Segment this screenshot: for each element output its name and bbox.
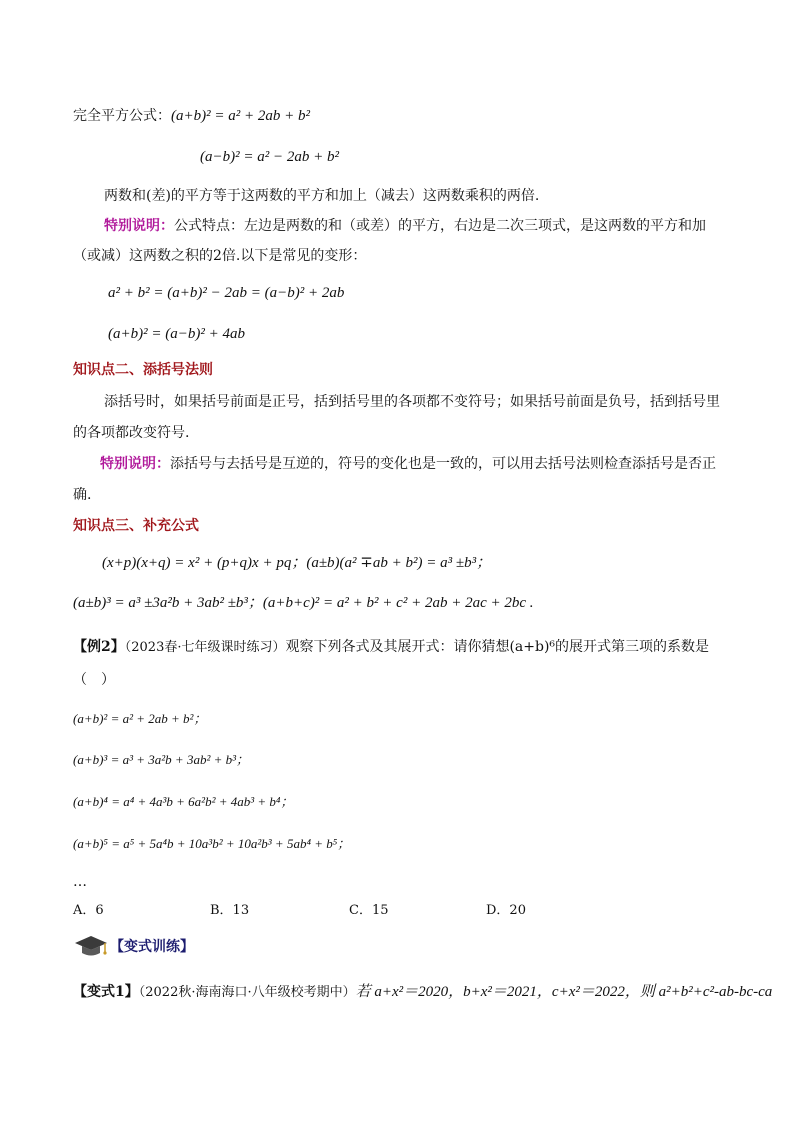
- note-label-2: 特别说明：: [100, 456, 170, 472]
- variant-formula-1: a² + b² = (a+b)² − 2ab = (a−b)² + 2ab: [108, 285, 345, 301]
- variant-formula-2: (a+b)² = (a−b)² + 4ab: [108, 326, 245, 342]
- graduation-cap-icon: [73, 934, 109, 960]
- special-note-2: [100, 454, 716, 474]
- variant-label: 【变式1】: [73, 984, 139, 1000]
- example-label: 【例2】: [73, 639, 125, 655]
- expansion-3: (a+b)³ = a³ + 3a²b + 3ab² + b³；: [73, 752, 250, 767]
- example-2-question: [73, 637, 709, 658]
- supplementary-formula-1: (x+p)(x+q) = x² + (p+q)x + pq；(a±b)(a² ∓ab + b²) = a³ ±b³；: [102, 555, 492, 571]
- special-note-1: [104, 216, 706, 236]
- option-d: D．20: [486, 903, 526, 918]
- variant-text: 若 a+x²＝2020，b+x²＝2021，c+x²＝2022，则 a²+b²+c²-ab-bc-ca: [355, 984, 773, 1000]
- special-note-1-cont: （或减）这两数之积的2倍.以下是常见的变形：: [73, 248, 367, 264]
- option-c: C．15: [349, 903, 389, 918]
- bracket-rule-text-1: 添括号时，如果括号前面是正号，括到括号里的各项都不变符号；如果括号前面是负号，括到括号里: [104, 394, 720, 410]
- option-b: B．13: [210, 903, 250, 918]
- formula-label: 完全平方公式：: [73, 108, 171, 124]
- option-a: A．6: [73, 903, 104, 918]
- variant-training-header: 【变式训练】: [110, 939, 194, 955]
- bracket-rule-text-2: 的各项都改变符号.: [73, 425, 190, 441]
- formula-diff-square: (a−b)² = a² − 2ab + b²: [200, 149, 339, 165]
- example-text: 观察下列各式及其展开式：请你猜想(a+b)⁶的展开式第三项的系数是: [285, 639, 710, 655]
- formula-sum-square: (a+b)² = a² + 2ab + b²: [171, 108, 310, 124]
- formula-description: 两数和(差)的平方等于这两数的平方和加上（减去）这两数乘积的两倍.: [104, 188, 540, 204]
- note-text-2: 添括号与去括号是互逆的，符号的变化也是一致的，可以用去括号法则检查添括号是否正: [170, 456, 716, 472]
- ellipsis: …: [73, 874, 87, 890]
- example-source: （2023春·七年级课时练习）: [124, 640, 286, 655]
- supplementary-formula-2: (a±b)³ = a³ ±3a²b + 3ab² ±b³；(a+b+c)² = a² + b² + c² + 2ab + 2ac + 2bc .: [73, 595, 534, 611]
- section-title-supplementary: 知识点三、补充公式: [73, 518, 199, 534]
- variant-source: （2022秋·海南海口·八年级校考期中）: [138, 985, 356, 1000]
- variant-1-question: [73, 982, 772, 1003]
- expansion-2: (a+b)² = a² + 2ab + b²；: [73, 711, 207, 726]
- special-note-2-cont: 确.: [73, 487, 92, 503]
- expansion-4: (a+b)⁴ = a⁴ + 4a³b + 6a²b² + 4ab³ + b⁴；: [73, 794, 294, 809]
- expansion-5: (a+b)⁵ = a⁵ + 5a⁴b + 10a³b² + 10a²b³ + 5ab⁴ + b⁵；: [73, 836, 351, 851]
- note-label: 特别说明：: [104, 218, 174, 234]
- formula-line-1: [73, 106, 310, 126]
- example-blank: （ ）: [73, 672, 115, 688]
- note-text: 公式特点：左边是两数的和（或差）的平方，右边是二次三项式，是这两数的平方和加: [174, 218, 706, 234]
- section-title-bracket-rule: 知识点二、添括号法则: [73, 362, 213, 378]
